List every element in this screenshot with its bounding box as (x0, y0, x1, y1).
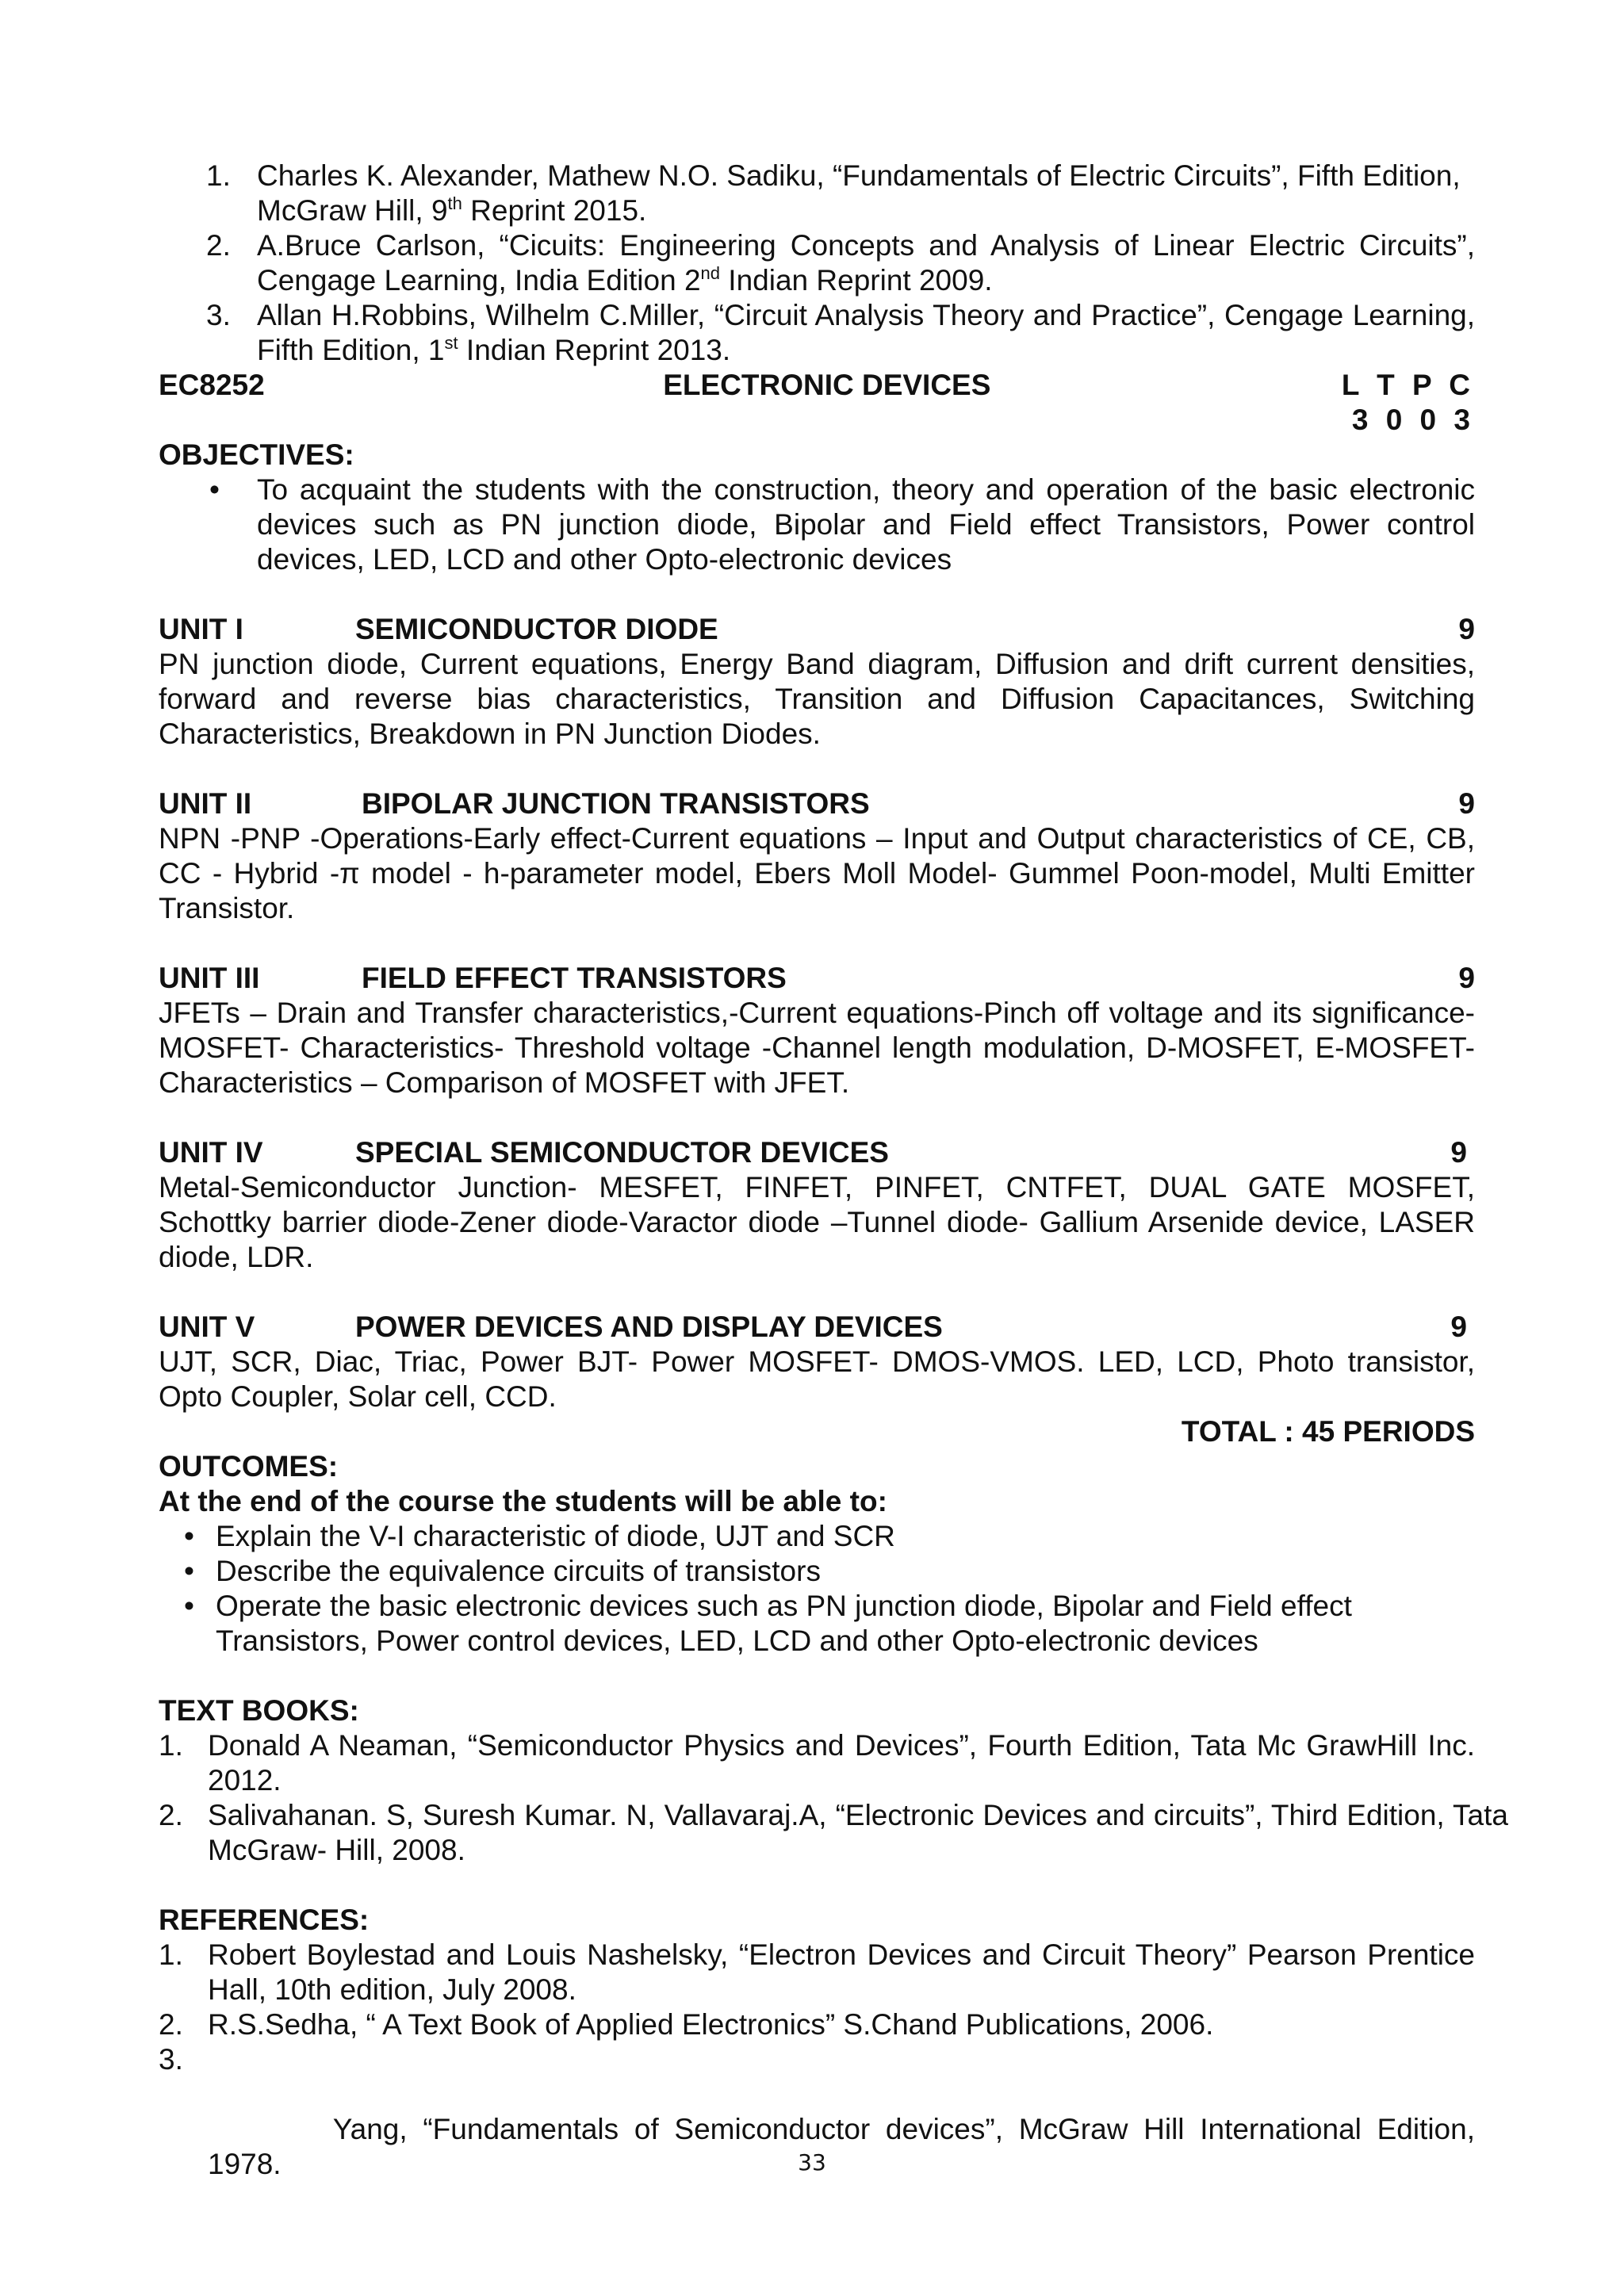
unit-heading (159, 1135, 1475, 1170)
reference-text: Allan H.Robbins, Wilhelm C.Miller, “Circuit Analysis Theory and Practice”, Cengage Learning, Fifth Edition, 1 (257, 299, 1475, 366)
references-heading: REFERENCES: (159, 1904, 370, 1936)
text-book-number: 1. (159, 1729, 183, 1762)
unit-body: NPN -PNP -Operations-Early effect-Current equations – Input and Output characteristics of CE, CB, CC - Hybrid -π model - h-parameter model, Ebers Moll Model- Gummel Poon-model, Multi Emitter Transistor. (159, 822, 1475, 924)
bullet-icon: • (184, 1590, 194, 1622)
outcome-text: Operate the basic electronic devices such as PN junction diode, Bipolar and Field effect Transistors, Power control devices, LED, LCD and other Opto-electronic devices (216, 1590, 1352, 1657)
bullet-icon: • (184, 1520, 194, 1552)
reference-number: 1. (206, 159, 231, 192)
page-content (159, 159, 1524, 2217)
reference-item (159, 2042, 1524, 2217)
unit-number: UNIT II (159, 787, 252, 820)
unit-title: SPECIAL SEMICONDUCTOR DEVICES (355, 1136, 889, 1169)
bullet-icon: • (209, 473, 220, 506)
text-book-item (159, 1798, 1508, 1868)
reference-number: 2. (206, 229, 231, 262)
objectives-list (159, 473, 1475, 577)
outcome-item (159, 1589, 1475, 1659)
reference-text: Indian Reprint 2009. (720, 264, 993, 297)
course-code: EC8252 (159, 369, 265, 401)
text-books-heading: TEXT BOOKS: (159, 1694, 359, 1727)
unit-hours: 9 (1458, 613, 1475, 645)
unit-title: POWER DEVICES AND DISPLAY DEVICES (355, 1311, 943, 1343)
objective-item (159, 473, 1475, 577)
ltpc-values: 3 0 0 3 (1351, 404, 1475, 436)
total-periods: TOTAL : 45 PERIODS (1181, 1415, 1475, 1448)
ltpc-header: L T P C (1341, 369, 1475, 401)
unit-body: JFETs – Drain and Transfer characteristics,-Current equations-Pinch off voltage and its significance- MOSFET- Characteristics- Threshold voltage -Channel length modulation, D-MOSFET, E-MOSFET- Characteristics – Comparison of MOSFET with JFET. (159, 997, 1475, 1099)
unit-hours: 9 (1450, 1311, 1467, 1343)
reference-item (159, 298, 1475, 368)
reference-text: A.Bruce Carlson, “Cicuits: Engineering Concepts and Analysis of Linear Electric Circuits”, Cengage Learning, India Edition 2 (257, 229, 1475, 297)
unit-hours: 9 (1458, 962, 1475, 994)
text-book-text: Salivahanan. S, Suresh Kumar. N, Vallavaraj.A, “Electronic Devices and circuits”, Third Edition, Tata McGraw- Hill, 2008. (208, 1799, 1508, 1866)
unit-hours: 9 (1458, 787, 1475, 820)
unit-body: PN junction diode, Current equations, Energy Band diagram, Diffusion and drift current densities, forward and reverse bias characteristics, Transition and Diffusion Capacitances, Switching Characteristics, Breakdown in PN Junction Diodes. (159, 648, 1475, 750)
unit-title: BIPOLAR JUNCTION TRANSISTORS (362, 787, 870, 820)
ltpc-values-row (159, 403, 1475, 438)
reference-item (159, 1938, 1475, 2007)
unit-title: FIELD EFFECT TRANSISTORS (362, 962, 787, 994)
reference-text: Indian Reprint 2013. (458, 334, 731, 366)
course-title: ELECTRONIC DEVICES (663, 369, 991, 401)
outcomes-list (159, 1519, 1475, 1659)
unit-number: UNIT IV (159, 1136, 263, 1169)
reference-text: Reprint 2015. (462, 194, 647, 227)
outcome-item (159, 1519, 1475, 1554)
unit-number: UNIT I (159, 613, 243, 645)
text-book-text: Donald A Neaman, “Semiconductor Physics and Devices”, Fourth Edition, Tata Mc GrawHill Inc. 2012. (208, 1729, 1475, 1797)
outcome-text: Describe the equivalence circuits of transistors (216, 1555, 821, 1587)
superscript: st (444, 333, 458, 353)
objectives-heading: OBJECTIVES: (159, 438, 354, 471)
superscript: nd (700, 263, 721, 283)
reference-item (159, 2007, 1475, 2042)
superscript: th (447, 193, 462, 213)
bullet-icon: • (184, 1555, 194, 1587)
unit-heading (159, 786, 1475, 821)
unit-body: Metal-Semiconductor Junction- MESFET, FINFET, PINFET, CNTFET, DUAL GATE MOSFET, Schottky barrier diode-Zener diode-Varactor diode –Tunnel diode- Gallium Arsenide device, LASER diode, LDR. (159, 1171, 1475, 1273)
text-book-number: 2. (159, 1799, 183, 1831)
reference-text: R.S.Sedha, “ A Text Book of Applied Electronics” S.Chand Publications, 2006. (208, 2008, 1214, 2041)
text-books-list (159, 1728, 1508, 1868)
reference-number: 3. (206, 299, 231, 331)
page-number: 33 (798, 2149, 826, 2175)
reference-text: Robert Boylestad and Louis Nashelsky, “Electron Devices and Circuit Theory” Pearson Prentice Hall, 10th edition, July 2008. (208, 1938, 1475, 2006)
course-header (159, 368, 1475, 403)
reference-item (159, 228, 1475, 298)
reference-number: 2. (159, 2008, 183, 2041)
unit-title: SEMICONDUCTOR DIODE (355, 613, 718, 645)
reference-number: 3. (159, 2043, 183, 2076)
reference-number: 1. (159, 1938, 183, 1971)
reference-text: Yang, “Fundamentals of Semiconductor devices”, McGraw Hill International Edition, 1978. (208, 2113, 1524, 2180)
reference-text: McGraw Hill, 9 (257, 194, 448, 227)
reference-text: Charles K. Alexander, Mathew N.O. Sadiku, “Fundamentals of Electric Circuits”, Fifth Edition, (257, 159, 1461, 192)
outcomes-heading: OUTCOMES: (159, 1450, 339, 1483)
unit-body: UJT, SCR, Diac, Triac, Power BJT- Power MOSFET- DMOS-VMOS. LED, LCD, Photo transistor, Opto Coupler, Solar cell, CCD. (159, 1345, 1475, 1413)
unit-number: UNIT III (159, 962, 260, 994)
outcome-text: Explain the V-I characteristic of diode, UJT and SCR (216, 1520, 895, 1552)
previous-course-references (159, 159, 1475, 368)
objective-text: To acquaint the students with the construction, theory and operation of the basic electronic devices such as PN junction diode, Bipolar and Field effect Transistors, Power control devices, LED, LCD and other Opto-electronic devices (257, 473, 1475, 576)
unit-heading (159, 612, 1475, 647)
unit-heading (159, 961, 1475, 996)
reference-item (159, 159, 1475, 228)
unit-number: UNIT V (159, 1311, 255, 1343)
outcome-item (159, 1554, 1475, 1589)
unit-heading (159, 1310, 1475, 1345)
unit-hours: 9 (1450, 1136, 1467, 1169)
text-book-item (159, 1728, 1475, 1798)
outcomes-intro: At the end of the course the students will be able to: (159, 1485, 887, 1517)
